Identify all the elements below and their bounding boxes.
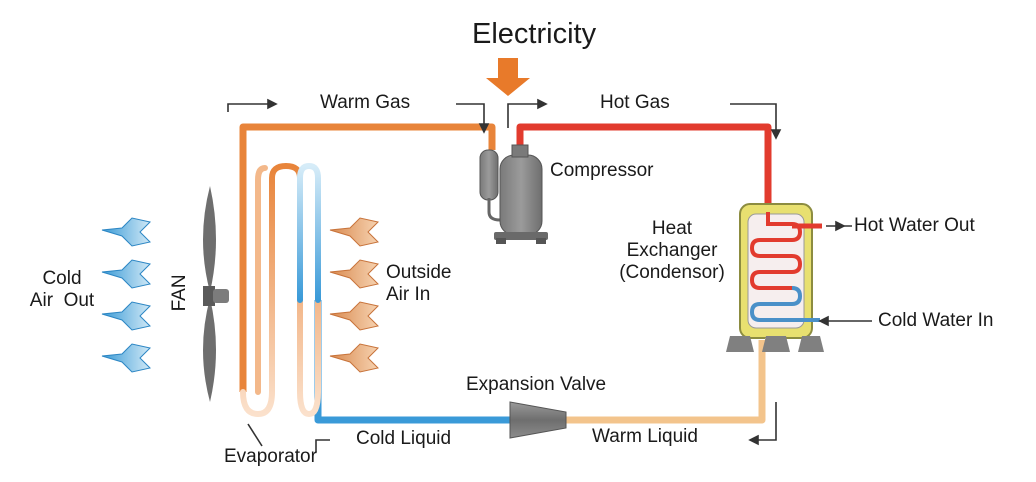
cold-air-out-line-2: Air Out	[29, 289, 95, 311]
outside-air-in-arrows	[330, 218, 378, 372]
heat-exchanger-line-2: Exchanger	[626, 239, 718, 261]
warm-liquid-label: Warm Liquid	[592, 426, 698, 447]
cold-air-out-label	[14, 268, 110, 312]
heat-exchanger-line-1: Heat	[651, 218, 693, 239]
cold-water-in-label: Cold Water In	[878, 310, 994, 331]
heat-exchanger-label	[610, 218, 734, 284]
warm-gas-label: Warm Gas	[320, 92, 411, 113]
fan-label: FAN	[169, 274, 191, 312]
evaporator-label: Evaporator	[224, 446, 317, 467]
compressor-label: Compressor	[550, 160, 654, 181]
heat-exchanger-icon	[726, 204, 824, 352]
hot-gas-label: Hot Gas	[600, 92, 670, 113]
compressor-icon	[480, 145, 548, 244]
expansion-valve-label: Expansion Valve	[466, 374, 607, 395]
outside-air-in-line-2: Air In	[386, 283, 431, 305]
outside-air-in-label	[386, 262, 451, 306]
fan-icon	[203, 186, 229, 402]
hot-water-out-label: Hot Water Out	[854, 215, 975, 236]
outside-air-in-line-1: Outside	[386, 262, 452, 283]
electricity-arrow-icon	[486, 58, 530, 96]
cold-air-out-line-1: Cold	[42, 268, 82, 289]
cold-liquid-label: Cold Liquid	[356, 428, 452, 449]
expansion-valve-icon	[510, 402, 566, 438]
heat-exchanger-line-3: (Condensor)	[619, 261, 725, 283]
electricity-label: Electricity	[472, 18, 597, 50]
evaporator-coil	[243, 166, 318, 414]
